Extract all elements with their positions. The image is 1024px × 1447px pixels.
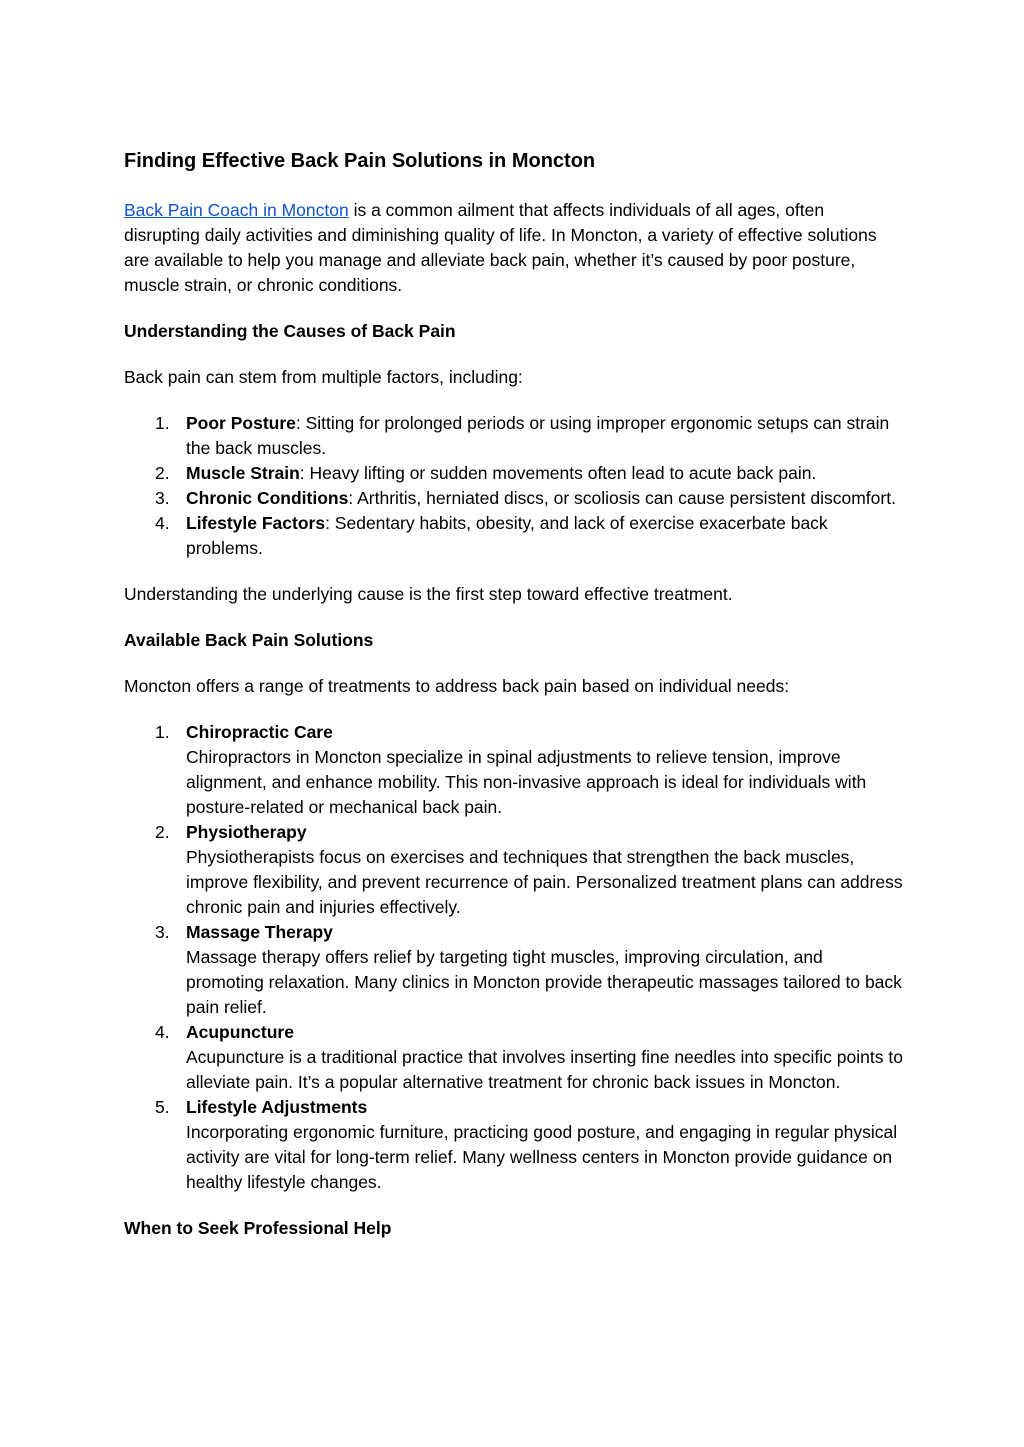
list-desc: Acupuncture is a traditional practice that involves inserting fine needles into specific points to alleviate pain. It’s a popular alternative treatment for chronic back issues in Moncton.: [186, 1047, 903, 1092]
list-number: 2.: [155, 822, 170, 842]
causes-lead: Back pain can stem from multiple factors, including:: [124, 367, 523, 387]
list-number: 2.: [155, 463, 170, 483]
list-item: [124, 720, 904, 820]
list-term: Lifestyle Factors: [186, 513, 326, 533]
list-desc: : Heavy lifting or sudden movements often lead to acute back pain.: [299, 463, 817, 483]
causes-closing: Understanding the underlying cause is the first step toward effective treatment.: [124, 584, 733, 604]
list-item: [124, 820, 904, 920]
list-desc: Chiropractors in Moncton specialize in spinal adjustments to relieve tension, improve alignment, and enhance mobility. This non-invasive approach is ideal for individuals with posture-related or mechanical back pain.: [186, 747, 867, 817]
list-item: [124, 920, 904, 1020]
list-number: 4.: [155, 513, 170, 533]
intro-text: is a common ailment that affects individuals of all ages, often disrupting daily activities and diminishing quality of life. In Moncton, a variety of effective solutions are available to help you manage and alleviate back pain, whether it’s caused by poor posture, muscle strain, or chronic conditions.: [124, 200, 877, 295]
intro-paragraph: [124, 198, 904, 298]
help-heading: When to Seek Professional Help: [124, 1218, 392, 1238]
solutions-heading: Available Back Pain Solutions: [124, 630, 374, 650]
list-number: 3.: [155, 488, 170, 508]
list-desc: : Arthritis, herniated discs, or scoliosis can cause persistent discomfort.: [348, 488, 896, 508]
back-pain-coach-link[interactable]: Back Pain Coach in Moncton: [124, 200, 349, 220]
list-number: 4.: [155, 1022, 170, 1042]
list-term: Lifestyle Adjustments: [186, 1097, 368, 1117]
list-number: 5.: [155, 1097, 170, 1117]
list-term: Physiotherapy: [186, 822, 307, 842]
list-term: Muscle Strain: [186, 463, 300, 483]
list-item: [124, 461, 904, 486]
page-title: Finding Effective Back Pain Solutions in Moncton: [124, 150, 596, 172]
list-number: 1.: [155, 722, 170, 742]
list-term: Acupuncture: [186, 1022, 294, 1042]
list-item: [124, 411, 904, 461]
list-desc: Physiotherapists focus on exercises and techniques that strengthen the back muscles, improve flexibility, and prevent recurrence of pain. Personalized treatment plans can address chronic pain and injuries effectively.: [186, 847, 903, 917]
list-item: [124, 1095, 904, 1195]
list-number: 1.: [155, 413, 170, 433]
causes-heading: Understanding the Causes of Back Pain: [124, 321, 456, 341]
list-term: Chronic Conditions: [186, 488, 349, 508]
list-term: Chiropractic Care: [186, 722, 333, 742]
causes-list: [124, 411, 904, 561]
list-number: 3.: [155, 922, 170, 942]
document-page: [124, 146, 904, 1241]
list-desc: Incorporating ergonomic furniture, practicing good posture, and engaging in regular physical activity are vital for long-term relief. Many wellness centers in Moncton provide guidance on healthy lifestyle changes.: [186, 1122, 898, 1192]
list-term: Poor Posture: [186, 413, 296, 433]
solutions-lead: Moncton offers a range of treatments to address back pain based on individual needs:: [124, 676, 790, 696]
list-desc: : Sedentary habits, obesity, and lack of exercise exacerbate back problems.: [186, 513, 828, 558]
solutions-list: [124, 720, 904, 1195]
list-desc: Massage therapy offers relief by targeting tight muscles, improving circulation, and promoting relaxation. Many clinics in Moncton provide therapeutic massages tailored to back pain relief.: [186, 947, 902, 1017]
list-item: [124, 486, 904, 511]
list-item: [124, 511, 904, 561]
list-item: [124, 1020, 904, 1095]
list-term: Massage Therapy: [186, 922, 333, 942]
list-desc: : Sitting for prolonged periods or using improper ergonomic setups can strain the back muscles.: [186, 413, 890, 458]
